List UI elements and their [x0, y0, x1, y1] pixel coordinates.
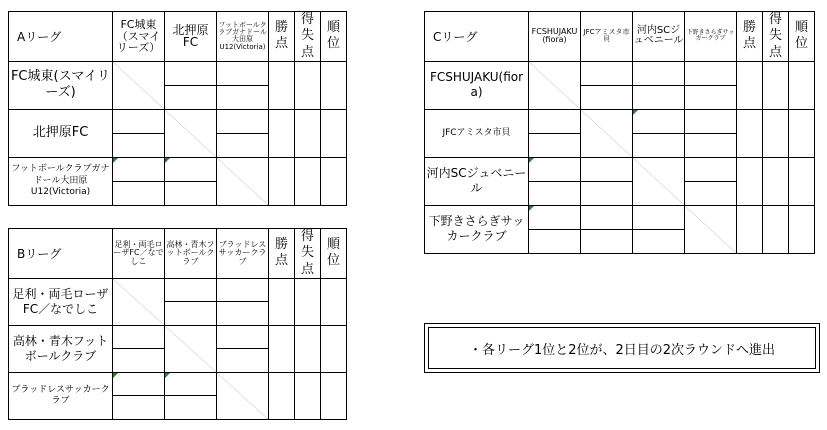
league-c-col-team-2: JFCアミスタ市貝	[581, 12, 633, 62]
league-b-title: Bリーグ	[9, 229, 113, 279]
league-b-row-team-3: ブラッドレスサッカークラブ	[9, 372, 113, 419]
league-b-score-cell[interactable]	[217, 278, 269, 325]
league-b-goal-diff-cell[interactable]	[295, 325, 321, 372]
league-a-goal-diff-cell[interactable]	[295, 109, 321, 157]
league-c-points-cell[interactable]	[737, 157, 763, 205]
league-c-score-cell[interactable]	[633, 205, 685, 253]
league-a-col-team-2: 北押原FC	[165, 12, 217, 62]
comment-marker-icon	[165, 373, 170, 378]
league-c-row-team-4: 下野きさらぎサッカークラブ	[425, 205, 529, 253]
league-c-score-cell[interactable]	[529, 205, 581, 253]
league-b-rank-cell[interactable]	[321, 278, 347, 325]
league-a-points-cell[interactable]	[269, 157, 295, 205]
league-c-col-team-4: 下野きさらぎサッカークラブ	[685, 12, 737, 62]
league-a-rank-cell[interactable]	[321, 109, 347, 157]
league-a-points-cell[interactable]	[269, 61, 295, 109]
league-b-score-cell[interactable]	[113, 372, 165, 419]
league-a-diagonal-cell	[113, 61, 165, 109]
league-a-score-cell[interactable]	[217, 109, 269, 157]
advancement-note-text: ・各リーグ1位と2位が、2日目の2次ラウンドへ進出	[428, 327, 816, 369]
league-c-title: Cリーグ	[425, 12, 529, 62]
league-b-points-cell[interactable]	[269, 325, 295, 372]
league-a-row-team-1: FC城東(スマイリーズ)	[9, 61, 113, 109]
league-a-table	[8, 11, 347, 206]
league-a-rank-cell[interactable]	[321, 157, 347, 205]
league-b-col-team-1: 足利・両毛ローザFC／なでしこ	[113, 229, 165, 279]
league-c-row-team-2: JFCアミスタ市貝	[425, 109, 529, 157]
league-b-row-team-1: 足利・両毛ローザFC／なでしこ	[9, 278, 113, 325]
league-c-col-goal-diff: 得失点	[763, 12, 789, 62]
league-c-diagonal-cell	[581, 109, 633, 157]
league-b-col-team-3: ブラッドレスサッカークラブ	[217, 229, 269, 279]
league-a-diagonal-cell	[217, 157, 269, 205]
league-c-table	[424, 11, 815, 254]
league-b-col-points: 勝点	[269, 229, 295, 279]
league-c-score-cell[interactable]	[633, 61, 685, 109]
league-a-title: Aリーグ	[9, 12, 113, 62]
league-b-col-rank: 順位	[321, 229, 347, 279]
league-c-points-cell[interactable]	[737, 61, 763, 109]
league-b-table	[8, 228, 347, 420]
league-a-goal-diff-cell[interactable]	[295, 157, 321, 205]
league-a-score-cell[interactable]	[217, 61, 269, 109]
comment-marker-icon	[165, 158, 170, 163]
league-a-row-team-2: 北押原FC	[9, 109, 113, 157]
league-b-score-cell[interactable]	[217, 325, 269, 372]
league-c-diagonal-cell	[685, 205, 737, 253]
league-a-diagonal-cell	[165, 109, 217, 157]
league-b-rank-cell[interactable]	[321, 325, 347, 372]
league-c-rank-cell[interactable]	[789, 205, 815, 253]
league-b-diagonal-cell	[113, 278, 165, 325]
league-a-col-goal-diff: 得失点	[295, 12, 321, 62]
league-c-diagonal-cell	[529, 61, 581, 109]
league-c-score-cell[interactable]	[685, 109, 737, 157]
league-a-col-rank: 順位	[321, 12, 347, 62]
league-c-score-cell[interactable]	[529, 157, 581, 205]
league-b-rank-cell[interactable]	[321, 372, 347, 419]
league-b-col-goal-diff: 得失点	[295, 229, 321, 279]
league-c-col-team-1: FCSHUJAKU(fiora)	[529, 12, 581, 62]
league-c-goal-diff-cell[interactable]	[763, 157, 789, 205]
league-c-score-cell[interactable]	[581, 61, 633, 109]
league-b-diagonal-cell	[165, 325, 217, 372]
league-b-score-cell[interactable]	[165, 372, 217, 419]
league-c-points-cell[interactable]	[737, 205, 763, 253]
league-c-score-cell[interactable]	[581, 157, 633, 205]
league-a-rank-cell[interactable]	[321, 61, 347, 109]
league-c-score-cell[interactable]	[529, 109, 581, 157]
league-c-rank-cell[interactable]	[789, 61, 815, 109]
comment-marker-icon	[113, 158, 118, 163]
league-c-score-cell[interactable]	[633, 109, 685, 157]
league-b-score-cell[interactable]	[113, 325, 165, 372]
league-a-score-cell[interactable]	[113, 109, 165, 157]
league-b-row-team-2: 高林・青木フットボールクラブ	[9, 325, 113, 372]
league-c-rank-cell[interactable]	[789, 157, 815, 205]
league-c-diagonal-cell	[633, 157, 685, 205]
league-a-row-team-3: フットボールクラブガナドール大田原U12(Victoria)	[9, 157, 113, 205]
league-a-goal-diff-cell[interactable]	[295, 61, 321, 109]
league-b-goal-diff-cell[interactable]	[295, 278, 321, 325]
league-c-col-points: 勝点	[737, 12, 763, 62]
league-a-col-points: 勝点	[269, 12, 295, 62]
league-a-score-cell[interactable]	[165, 61, 217, 109]
league-b-score-cell[interactable]	[165, 278, 217, 325]
league-b-points-cell[interactable]	[269, 278, 295, 325]
comment-marker-icon	[633, 110, 638, 115]
comment-marker-icon	[529, 206, 534, 211]
league-c-goal-diff-cell[interactable]	[763, 109, 789, 157]
league-b-points-cell[interactable]	[269, 372, 295, 419]
league-c-col-team-3: 河内SCジュベニール	[633, 12, 685, 62]
league-c-score-cell[interactable]	[685, 61, 737, 109]
league-c-row-team-3: 河内SCジュベニール	[425, 157, 529, 205]
league-b-col-team-2: 高林・青木フットボールクラブ	[165, 229, 217, 279]
league-a-col-team-3: フットボールクラブガナドール大田原U12(Victoria)	[217, 12, 269, 62]
league-a-score-cell[interactable]	[113, 157, 165, 205]
league-c-score-cell[interactable]	[581, 205, 633, 253]
league-c-row-team-1: FCSHUJAKU(fiora)	[425, 61, 529, 109]
league-c-rank-cell[interactable]	[789, 109, 815, 157]
league-c-points-cell[interactable]	[737, 109, 763, 157]
league-c-col-rank: 順位	[789, 12, 815, 62]
comment-marker-icon	[113, 373, 118, 378]
league-b-goal-diff-cell[interactable]	[295, 372, 321, 419]
advancement-note-box	[424, 323, 820, 373]
league-b-diagonal-cell	[217, 372, 269, 419]
league-a-col-team-1: FC城東（スマイリーズ）	[113, 12, 165, 62]
league-c-goal-diff-cell[interactable]	[763, 61, 789, 109]
comment-marker-icon	[529, 158, 534, 163]
league-c-goal-diff-cell[interactable]	[763, 205, 789, 253]
league-a-points-cell[interactable]	[269, 109, 295, 157]
league-c-score-cell[interactable]	[685, 157, 737, 205]
league-a-score-cell[interactable]	[165, 157, 217, 205]
